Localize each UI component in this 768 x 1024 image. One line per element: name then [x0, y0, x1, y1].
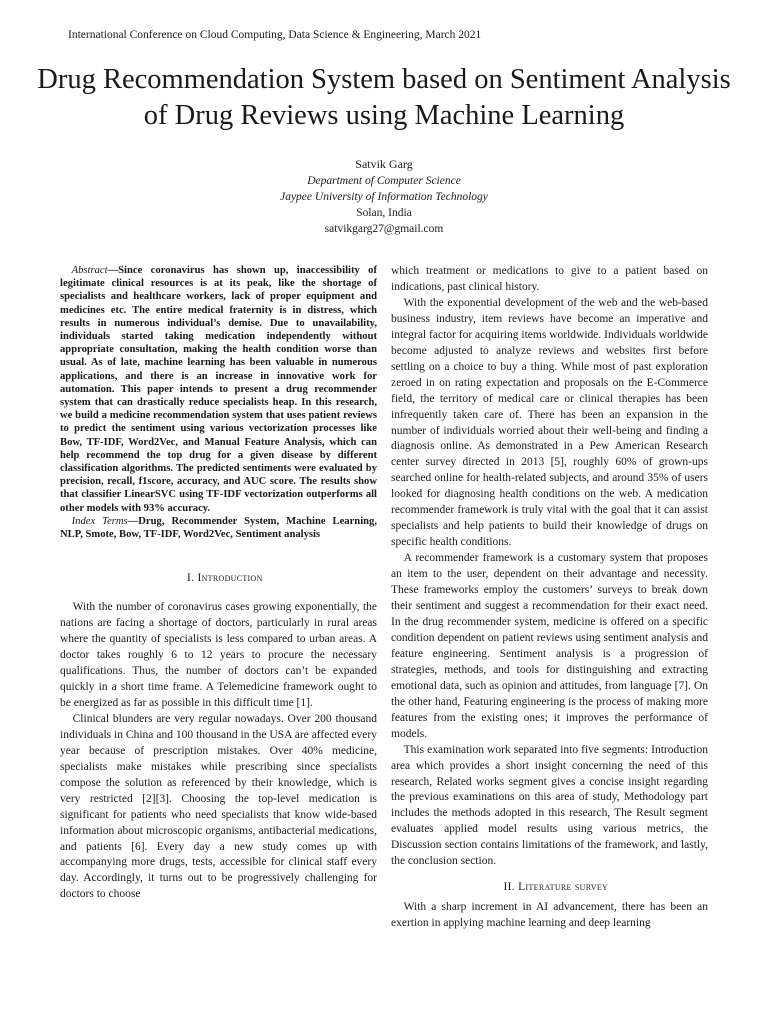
right-column — [391, 264, 708, 932]
conference-header: International Conference on Cloud Computing, Data Science & Engineering, March 2021 — [68, 29, 482, 41]
section-number: I. — [186, 572, 195, 585]
author-department: Department of Computer Science — [307, 175, 461, 187]
paragraph-continuation: which treatment or medications to give to a patient based on indications, past clinical history. — [391, 265, 708, 293]
index-terms-text: —Drug, Recommender System, Machine Learning, NLP, Smote, Bow, TF-IDF, Word2Vec, Sentiment analysis — [60, 515, 377, 541]
section-title: Introduction — [197, 572, 263, 585]
paragraph: This examination work separated into five segments: Introduction area which provides a short insight concerning the need of this research, Related works segment gives a concise insight regarding the previous examinations on this area of study, Methodology part includes the methods adopted in this research, The Result segment evaluates applied model results using various metrics, the Discussion section contains limitations of the framework, and lastly, the conclusion section. — [391, 743, 708, 868]
paper-title: Drug Recommendation System based on Sentiment Analysis of Drug Reviews using Machine Learning — [37, 64, 731, 131]
abstract-text: —Since coronavirus has shown up, inaccessibility of legitimate clinical resources is at its peak, like the shortage of specialists and healthcare workers, lack of proper equipment and medicines etc. The entire medical fraternity is in distress, which results in numerous individual’s demise. Due to unavailability, individuals started taking medication independently without appropriate consultation, making the health condition worse than usual. As of late, machine learning has been valuable in numerous applications, and there is an increase in innovative work for automation. This paper intends to present a drug recommender system that can drastically reduce specialists heap. In this research, we build a medicine recommendation system that uses patient reviews to predict the sentiment using various vectorization processes like Bow, TF-IDF, Word2Vec, and Manual Feature Analysis, which can help recommend the top drug for a given disease by different classification algorithms. The predicted sentiments were evaluated by precision, recall, f1score, accuracy, and AUC score. The results show that classifier LinearSVC using TF-IDF vectorization outperforms all other models with 93% accuracy. — [60, 265, 377, 514]
section-title: Literature survey — [518, 881, 609, 894]
paragraph: With the exponential development of the web and the web-based business industry, item reviews have become an imperative and integral factor for acquiring items worldwide. Individuals worldwide become adjusted to analyze reviews and websites first before settling on a choice to buy a thing. While most of past exploration zeroed in on rating expectation and proposals on the E-Commerce field, the territory of medical care or clinical therapies has been infrequently taken care of. There has been an expansion in the number of individuals worried about their well-being and finding a diagnosis online. As demonstrated in a Pew American Research center survey directed in 2013 [5], roughly 60% of grown-ups searched online for health-related subjects, and around 35% of users looked for diagnosing health conditions on the web. A medication recommender framework is truly vital with the goal that it can assist specialists and help patients to build their knowledge of drugs on specific health conditions. — [391, 296, 708, 549]
author-location: Solan, India — [356, 207, 412, 219]
author-university: Jaypee University of Information Technology — [280, 191, 488, 203]
paragraph: With a sharp increment in AI advancement, there has been an exertion in applying machine learning and deep learning — [391, 901, 708, 930]
section-number: II. — [503, 881, 515, 894]
abstract-label: Abstract — [71, 265, 108, 276]
author-email: satvikgarg27@gmail.com — [324, 223, 444, 235]
paragraph: Clinical blunders are very regular nowadays. Over 200 thousand individuals in China and 100 thousand in the USA are affected every year because of prescription mistakes. Over 40% medicine, specialists make mistakes while prescribing since specialists compose the solution as referenced by their knowledge, which is very restricted [2][3]. Choosing the top-level medication is significant for patients who need specialists that know wide-based information about microscopic organisms, antibacterial medications, and patients [6]. Every day a new study comes up with accompanying more drugs, tests, accessible for clinical staff every day. Accordingly, it turns out to be progressively challenging for doctors to choose — [60, 712, 377, 901]
section-heading-introduction — [60, 571, 377, 587]
section-heading-literature-survey — [391, 880, 708, 896]
author-block — [0, 156, 768, 237]
index-terms-label: Index Terms — [71, 515, 128, 527]
paragraph: A recommender framework is a customary system that proposes an item to the user, dependent on their advantage and necessity. These frameworks employ the customers’ surveys to break down their sentiment and suggest a recommendation for their exact need. In the drug recommender system, medicine is offered on a specific condition dependent on patient reviews using sentiment analysis and feature engineering. Sentiment analysis is a progression of strategies, methods, and tools for distinguishing and extracting emotional data, such as opinion and attitudes, from language [7]. On the other hand, Featuring engineering is the process of making more features from the existing ones; it improves the performance of models. — [391, 552, 708, 740]
abstract — [60, 264, 377, 515]
author-name: Satvik Garg — [355, 157, 413, 171]
paragraph: With the number of coronavirus cases growing exponentially, the nations are facing a shortage of doctors, particularly in rural areas where the quantity of specialists is less compared to urban areas. A doctor takes roughly 6 to 12 years to procure the necessary qualifications. Thus, the number of doctors can’t be expanded quickly in a short time frame. A Telemedicine framework ought to be energized as far as possible in this difficult time [1]. — [60, 601, 377, 709]
left-column — [60, 264, 377, 903]
index-terms — [60, 515, 377, 541]
